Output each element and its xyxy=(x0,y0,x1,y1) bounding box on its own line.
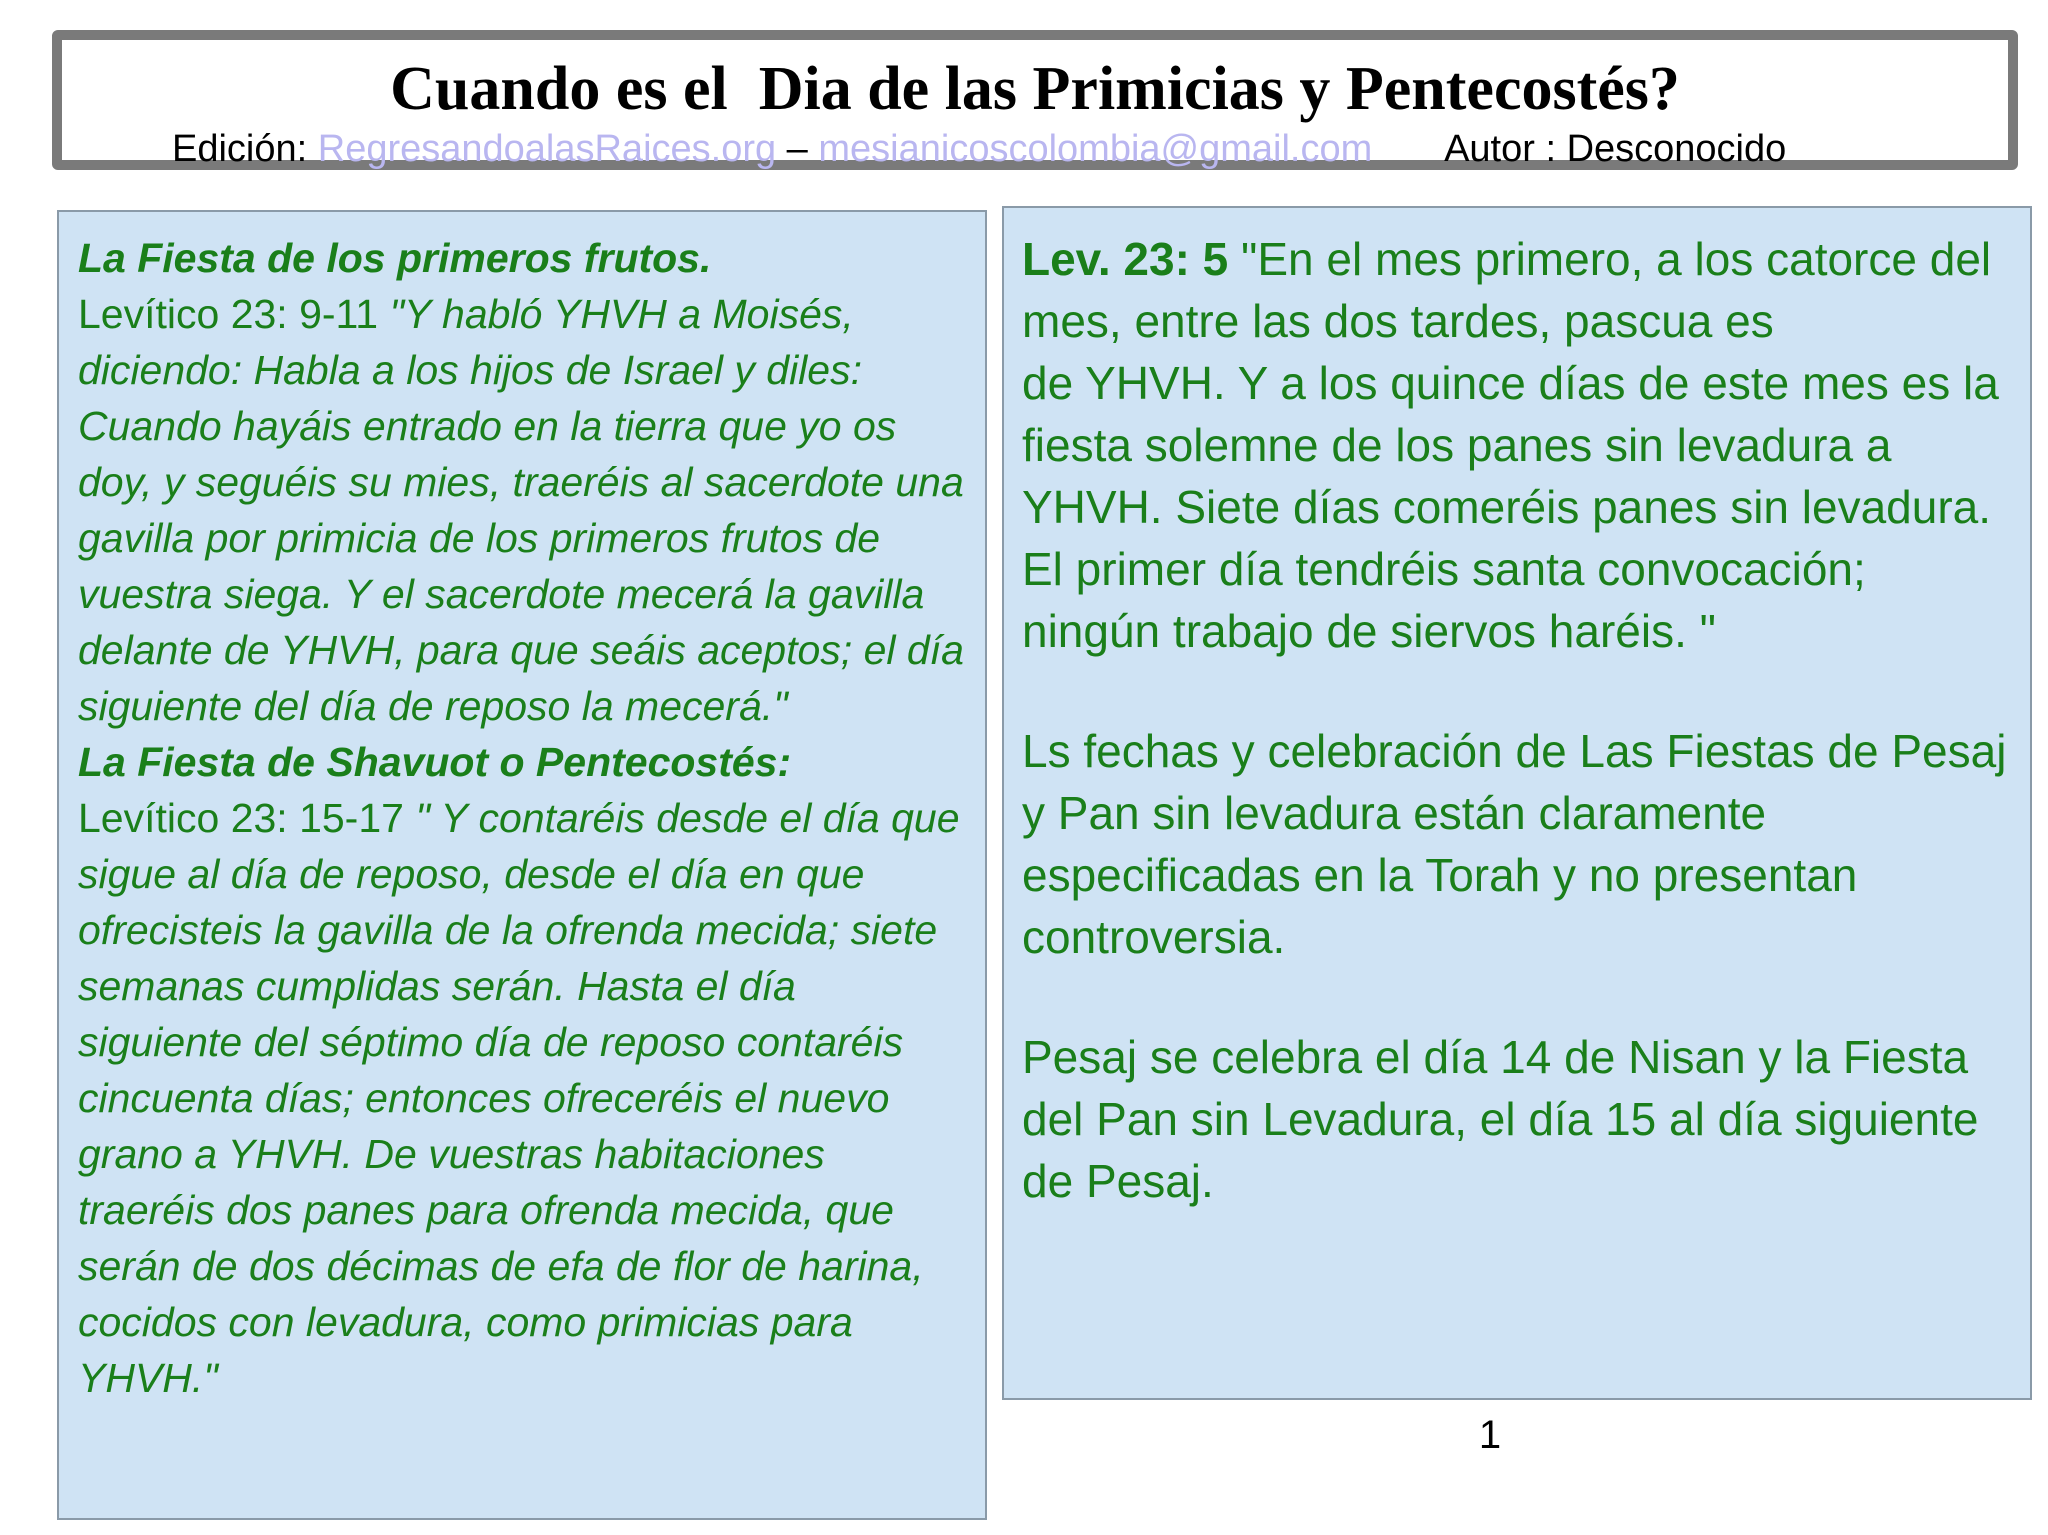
leviticus-quote-paragraph xyxy=(1022,228,2012,662)
edition-line xyxy=(172,128,1786,170)
author-label: Autor : Desconocido xyxy=(1444,128,1787,170)
paragraph-gap xyxy=(1022,968,2012,1026)
right-text-panel xyxy=(1002,206,2032,1400)
pesaj-paragraph: Pesaj se celebra el día 14 de Nisan y la Fiesta del Pan sin Levadura, el día 15 al día siguiente de Pesaj. xyxy=(1022,1031,1979,1207)
leviticus-reference: Lev. 23: 5 xyxy=(1022,233,1229,285)
author-spacer xyxy=(1372,128,1444,170)
shavuot-reference: Levítico 23: 15-17 xyxy=(78,795,416,841)
page-number: 1 xyxy=(1478,1413,1502,1457)
first-fruits-section xyxy=(78,230,967,1406)
edition-label: Edición: xyxy=(172,128,318,170)
first-fruits-reference: Levítico 23: 9-11 xyxy=(78,291,390,337)
separator: – xyxy=(776,128,819,170)
shavuot-quote: " Y contaréis desde el día que sigue al día de reposo, desde el día en que ofrecisteis la gavilla de la ofrenda mecida; siete semanas cumplidas serán. Hasta el día siguiente del séptimo día de reposo contaréis cincuenta días; entonces ofreceréis el nuevo grano a YHVH. De vuestras habitaciones traeréis dos panes para ofrenda mecida, que serán de dos décimas de efa de flor de harina, cocidos con levadura, como primicias para YHVH." xyxy=(78,795,960,1401)
page-title: Cuando es el Dia de las Primicias y Pentecostés? xyxy=(390,55,1680,123)
site-link[interactable]: RegresandoalasRaices.org xyxy=(317,128,777,170)
email-link[interactable]: mesianicoscolombia@gmail.com xyxy=(818,128,1373,170)
paragraph-gap xyxy=(1022,662,2012,720)
left-text-panel xyxy=(57,210,987,1520)
dates-paragraph: Ls fechas y celebración de Las Fiestas de Pesaj y Pan sin levadura están claramente especificadas en la Torah y no presentan controversia. xyxy=(1022,725,2007,963)
shavuot-heading: La Fiesta de Shavuot o Pentecostés: xyxy=(78,739,792,785)
leviticus-quote-line-b: de YHVH. Y a los quince días de este mes es la fiesta solemne de los panes sin levadura a YHVH. Siete días comeréis panes sin levadura. El primer día tendréis santa convocación; ningún trabajo de siervos haréis. " xyxy=(1022,357,1999,657)
header-frame xyxy=(52,30,2018,170)
first-fruits-heading: La Fiesta de los primeros frutos. xyxy=(78,235,712,281)
leviticus-quote-line-a: "En el mes primero, a los catorce del mes, entre las dos tardes, pascua es xyxy=(1022,233,1992,347)
first-fruits-quote: "Y habló YHVH a Moisés, diciendo: Habla a los hijos de Israel y diles: Cuando hayáis entrado en la tierra que yo os doy, y seguéis su mies, traeréis al sacerdote una gavilla por primicia de los primeros frutos de vuestra siega. Y el sacerdote mecerá la gavilla delante de YHVH, para que seáis aceptos; el día siguiente del día de reposo la mecerá." xyxy=(78,291,964,729)
